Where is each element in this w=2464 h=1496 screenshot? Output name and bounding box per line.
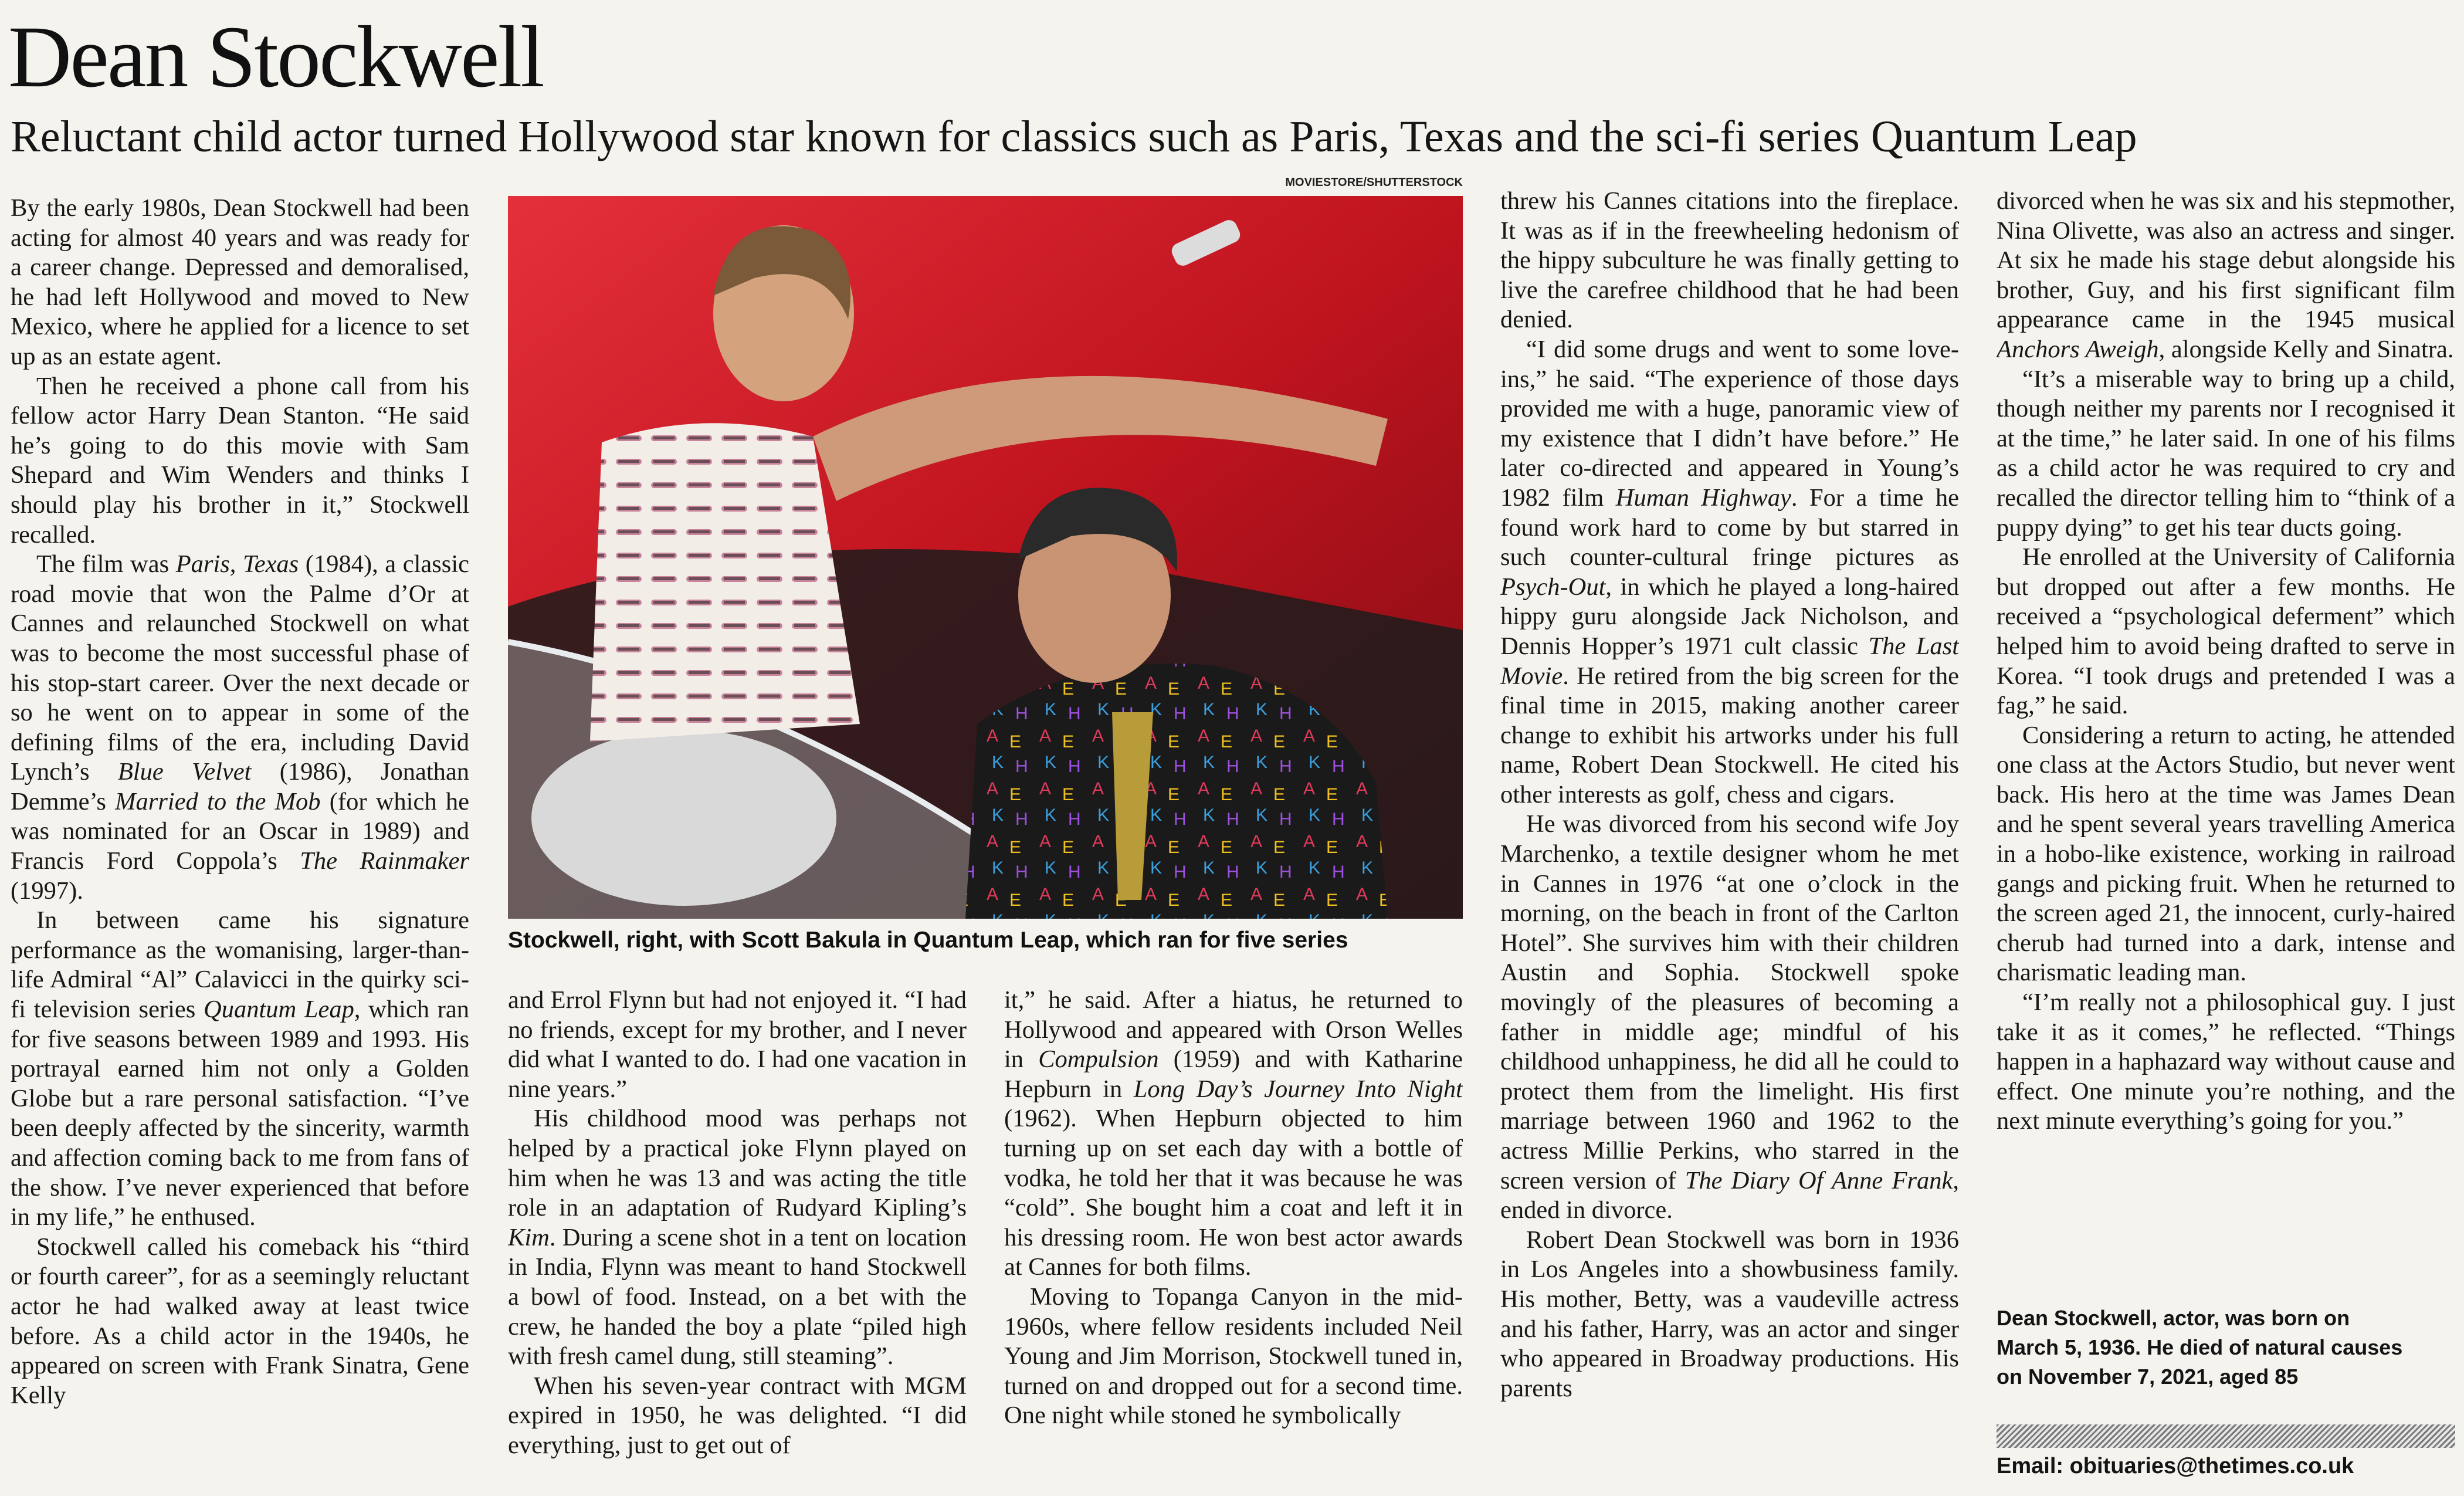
body-paragraph: Considering a return to acting, he attended one class at the Actors Studio, but never went back. His hero at the time was James Dean and he spent several years travelling America in a hobo-like existence, working in railroad gangs and picking fruit. When he returned to the screen aged 21, the innocent, curly-haired cherub had turned into a dark, intense and charismatic leading man. [1997,721,2455,987]
article-column-5 [1997,187,2455,1301]
standfirst: Reluctant child actor turned Hollywood star known for classics such as Paris, Texas and the sci-fi series Quantum Leap [11,112,2137,161]
bio-line: on November 7, 2021, aged 85 [1997,1365,2299,1389]
body-paragraph: Then he received a phone call from his fellow actor Harry Dean Stanton. “He said he’s going to do this movie with Sam Shepard and Wim Wenders and thinks I should play his brother in it,” Stockwell recalled. [11,372,469,549]
body-paragraph: His childhood mood was perhaps not helped by a practical joke Flynn played on him when he was 13 and was acting the title role in an adaptation of Rudyard Kipling’s Kim. During a scene shot in a tent on location in India, Flynn was meant to hand Stockwell a bowl of food. Instead, on a bet with the crew, he handed the boy a plate “piled high with fresh camel dung, still steaming”. [508,1105,967,1370]
photo-illustration [508,196,1463,919]
body-paragraph: In between came his signature performance as the womanising, larger-than-life Admiral “Al” Calavicci in the quirky sci-fi television series Quantum Leap, which ran for five seasons between 1989 and 1993. His portrayal earned him not only a Golden Globe but a rare personal satisfaction. “I’ve been deeply affected by the sincerity, warmth and affection coming back to me from fans of the show. I’ve never experienced that before in my life,” he enthused. [11,906,469,1231]
body-paragraph: When his seven-year contract with MGM expired in 1950, he was delighted. “I did everything, just to get out of [508,1372,967,1459]
article-column-3 [1004,986,1463,1493]
article-column-4 [1500,187,1959,1493]
photo-caption: Stockwell, right, with Scott Bakula in Quantum Leap, which ran for five series [508,928,1348,953]
body-paragraph: “It’s a miserable way to bring up a child, though neither my parents nor I recognised it at the time,” he later said. In one of his films as a child actor he was required to cry and recalled the director telling him to “think of a puppy dying” to get his tear ducts going. [1997,365,2455,541]
body-paragraph: Moving to Topanga Canyon in the mid-1960s, where fellow residents included Neil Young and Jim Morrison, Stockwell tuned in, turned on and dropped out for a second time. One night while stoned he symbolically [1004,1282,1463,1430]
body-paragraph: divorced when he was six and his stepmother, Nina Olivette, was also an actress and singer. At six he made his stage debut alongside his brother, Guy, and his first significant film appearance came in the 1945 musical Anchors Aweigh, alongside Kelly and Sinatra. [1997,187,2455,363]
article-column-1 [11,194,469,1493]
body-paragraph: He was divorced from his second wife Joy Marchenko, a textile designer whom he met in Cannes in 1976 “at one o’clock in the morning, on the beach in front of the Carlton Hotel”. She survives him with their children Austin and Sophia. Stockwell spoke movingly of the pleasures of becoming a father in middle age; mindful of his childhood unhappiness, he did all he could to protect them from the limelight. His first marriage between 1960 and 1962 to the actress Millie Perkins, who starred in the screen version of The Diary Of Anne Frank, ended in divorce. [1500,810,1959,1224]
bio-line: March 5, 1936. He died of natural causes [1997,1335,2403,1359]
body-paragraph: “I did some drugs and went to some love-ins,” he said. “The experience of those days provided me with a huge, panoramic view of my existence that I didn’t have before.” He later co-directed and appeared in Young’s 1982 film Human Highway. For a time he found work hard to come by but starred in such counter-cultural fringe pictures as Psych-Out, in which he played a long-haired hippy guru alongside Jack Nicholson, and Dennis Hopper’s 1971 cult classic The Last Movie. He retired from the big screen for the final time in 2015, making another career change to exhibit his artworks under his full name, Robert Dean Stockwell. He cited his other interests as golf, chess and cigars. [1500,335,1959,808]
body-paragraph: “I’m really not a philosophical guy. I just take it as it comes,” he reflected. “Things happen in a haphazard way without cause and effect. One minute you’re nothing, and the next minute everything’s going for you.” [1997,989,2455,1135]
article-photo [508,196,1463,919]
photo-credit: MOVIESTORE/SHUTTERSTOCK [1285,176,1463,189]
bio-line: Dean Stockwell, actor, was born on [1997,1306,2350,1330]
body-paragraph: Robert Dean Stockwell was born in 1936 in Los Angeles into a showbusiness family. His mother, Betty, was a vaudeville actress and his father, Harry, was an actor and singer who appeared in Broadway productions. His parents [1500,1226,1959,1402]
headline: Dean Stockwell [8,8,543,106]
body-paragraph: and Errol Flynn but had not enjoyed it. “I had no friends, except for my brother, and I never did what I wanted to do. I had one vacation in nine years.” [508,986,967,1103]
body-paragraph: threw his Cannes citations into the fireplace. It was as if in the freewheeling hedonism of the hippy subculture he was finally getting to live the carefree childhood that he had been denied. [1500,187,1959,334]
contact-email[interactable]: Email: obituaries@thetimes.co.uk [1997,1454,2354,1478]
body-paragraph: Stockwell called his comeback his “third or fourth career”, for as a seemingly reluctant actor he had walked away at least twice before. As a child actor in the 1940s, he appeared on screen with Frank Sinatra, Gene Kelly [11,1233,469,1409]
body-paragraph: By the early 1980s, Dean Stockwell had been acting for almost 40 years and was ready for a career change. Depressed and demoralised, he had left Hollywood and moved to New Mexico, where he applied for a licence to set up as an estate agent. [11,194,469,370]
body-paragraph: He enrolled at the University of California but dropped out after a few months. He received a “psychological deferment” which helped him to avoid being drafted to serve in Korea. “I took drugs and pretended I was a fag,” he said. [1997,543,2455,720]
article-column-2 [508,986,967,1493]
body-paragraph: The film was Paris, Texas (1984), a classic road movie that won the Palme d’Or at Cannes and relaunched Stockwell on what was to become the most successful phase of his stop-start career. Over the next decade or so he went on to appear in some of the defining films of the era, including David Lynch’s Blue Velvet (1986), Jonathan Demme’s Married to the Mob (for which he was nominated for an Oscar in 1989) and Francis Ford Coppola’s The Rainmaker (1997). [11,550,469,905]
hatched-divider [1997,1424,2455,1448]
body-paragraph: it,” he said. After a hiatus, he returned to Hollywood and appeared with Orson Welles in Compulsion (1959) and with Katharine Hepburn in Long Day’s Journey Into Night (1962). When Hepburn objected to him turning up on set each day with a bottle of vodka, he told her that it was because he was “cold”. She bought him a coat and left it in his dressing room. He won best actor awards at Cannes for both films. [1004,986,1463,1281]
obituary-bio-box [1997,1304,2455,1392]
